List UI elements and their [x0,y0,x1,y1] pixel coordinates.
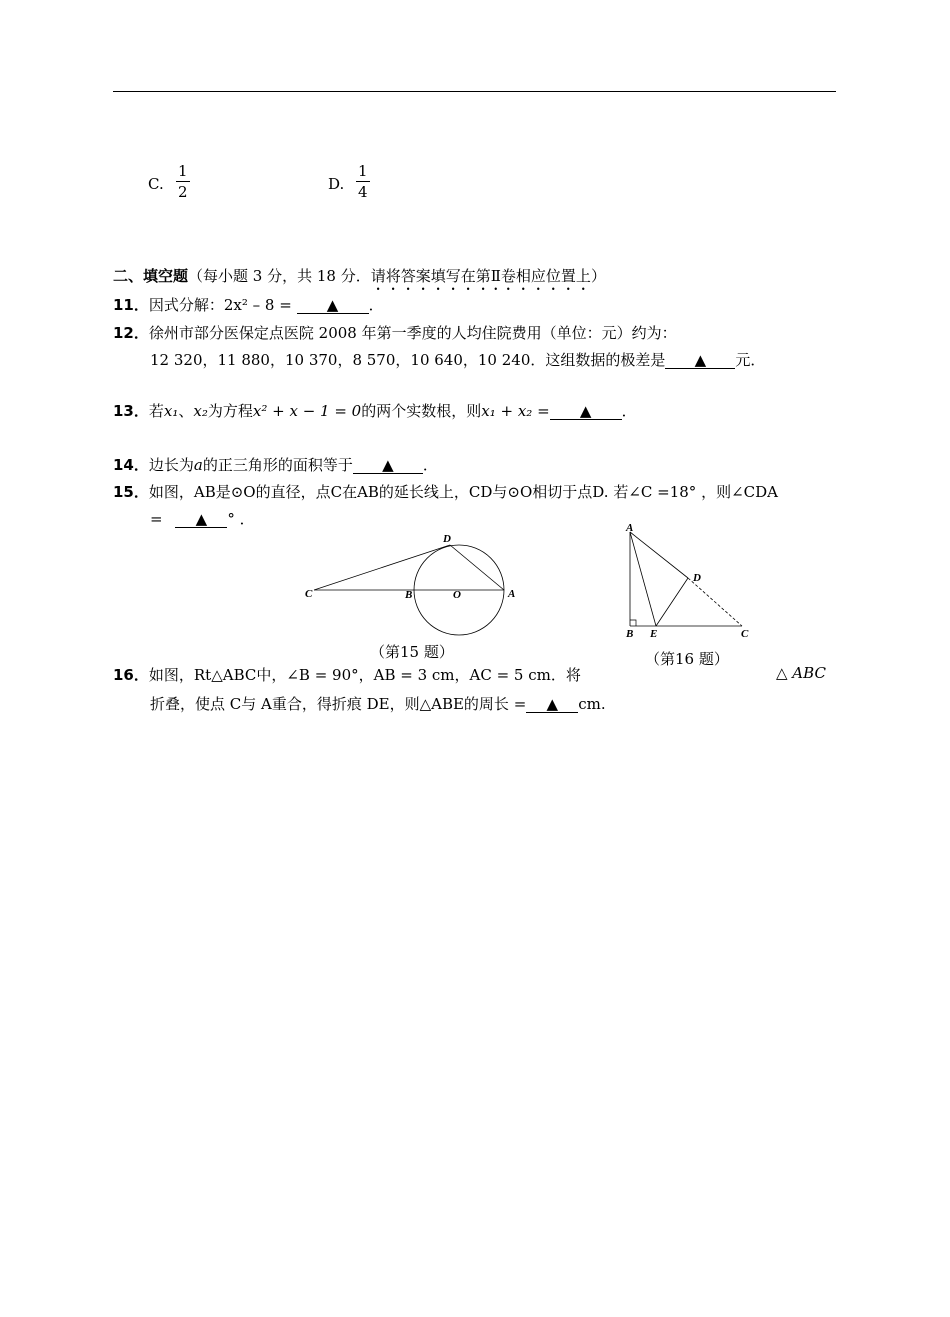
label-c: C [305,588,313,600]
question-16-line2: 折叠，使点 C与 A重合，得折痕 DE，则△ABE的周长 = [150,695,527,713]
label-e: E [650,628,658,640]
figure-15 [300,528,530,640]
question-13-text-a: 若 [148,402,164,420]
header-rule [113,91,836,92]
question-12-line1: 徐州市部分医保定点医院 2008 年第一季度的人均住院费用（单位：元）约为： [148,324,677,342]
answer-blank[interactable] [175,511,227,528]
question-13-text-b: 为方程 [207,402,253,420]
label-c: C [741,628,749,640]
question-11 [113,294,384,315]
chord-da [450,545,504,590]
option-c-fraction [176,163,190,201]
label-o: O [453,589,461,601]
answer-blank[interactable] [665,352,735,369]
segment-ad [630,532,688,578]
answer-mark: ▲ [382,456,394,474]
answer-blank[interactable] [526,696,578,713]
answer-mark: ▲ [579,402,592,420]
option-d-fraction [356,163,370,201]
label-d: D [443,533,451,545]
label-b: B [405,589,413,601]
option-c-label: C. [148,175,164,193]
fraction-bar [176,181,190,182]
question-16-line1: 如图，Rt△ABC中，∠B = 90°，AB = 3 cm，AC = 5 cm．将 [148,666,581,684]
question-12 [113,322,677,343]
question-number: 11． [113,296,149,314]
question-15-continued [150,508,255,529]
fraction-bar [356,181,370,182]
question-13 [113,400,637,421]
question-13-end: ． [621,402,637,420]
answer-blank[interactable] [297,297,369,314]
figure-16-caption: （第16 题） [645,650,729,668]
question-15-line1: 如图，AB是⊙O的直径，点C在AB的延长线上，CD与⊙O相切于点D. 若∠C =18° ，则∠CDA [148,483,778,501]
option-c-denominator: 2 [178,183,188,201]
question-15 [113,481,778,502]
question-number: 12． [113,324,149,342]
segment-ae [630,532,656,626]
question-14-text-a: 边长为 [148,456,194,474]
section-note-pre: （每小题 3 分，共 18 分． [188,267,371,285]
variable-a: a [193,456,203,474]
question-13-text-c: 的两个实数根，则 [361,402,482,420]
answer-blank[interactable] [550,403,622,420]
answer-mark: ▲ [694,351,707,369]
label-d: D [693,572,701,584]
question-16-line1-right: △ ABC [776,664,826,682]
section-note-emphasis: 请将答案填写在第Ⅱ卷相应位置上 [370,267,591,285]
question-number: 16． [113,666,149,684]
question-16 [113,664,581,685]
question-12-end: 元． [735,351,766,369]
question-number: 14． [113,456,149,474]
segment-dc-dashed [688,578,742,626]
option-d-numerator: 1 [358,162,368,180]
figure-15-caption: （第15 题） [370,643,454,661]
option-d-label: D. [328,175,345,193]
question-14 [113,454,438,475]
answer-mark: ▲ [326,296,339,314]
question-14-end: ． [422,456,438,474]
question-12-line2: 12 320，11 880，10 370，8 570，10 640，10 240．这组数据的极差是 [150,351,666,369]
question-number: 15． [113,483,149,501]
answer-mark: ▲ [546,695,559,713]
question-11-text: 因式分解：2x² – 8 = [148,296,297,314]
question-11-end: ． [368,296,384,314]
question-14-text-b: 的正三角形的面积等于 [202,456,353,474]
variable-x1: x₁ [163,402,179,420]
answer-blank[interactable] [353,457,423,474]
question-12-continued [150,349,765,370]
section-title: 二、填空题 [113,267,189,285]
answer-mark: ▲ [195,510,208,528]
fold-crease-de [656,578,688,626]
question-15-line2-pre: = [150,510,163,528]
label-b: B [626,628,634,640]
variable-x2: x₂ [193,402,208,420]
separator: 、 [178,402,194,420]
question-15-line2-end: ° ． [227,510,255,528]
question-16-end: cm. [578,695,606,713]
right-angle-mark [630,620,636,626]
option-d-denominator: 4 [358,183,368,201]
question-16-continued [150,693,606,714]
question-number: 13． [113,402,149,420]
option-c-numerator: 1 [178,162,188,180]
label-a: A [626,522,634,534]
label-a: A [508,588,516,600]
tangent-cd [314,545,450,590]
equation: x² + x − 1 = 0 [252,402,362,420]
sum-expression: x₁ + x₂ = [481,402,550,420]
section-header [113,265,606,294]
section-note-post: ） [590,267,606,285]
figure-16 [620,520,760,642]
